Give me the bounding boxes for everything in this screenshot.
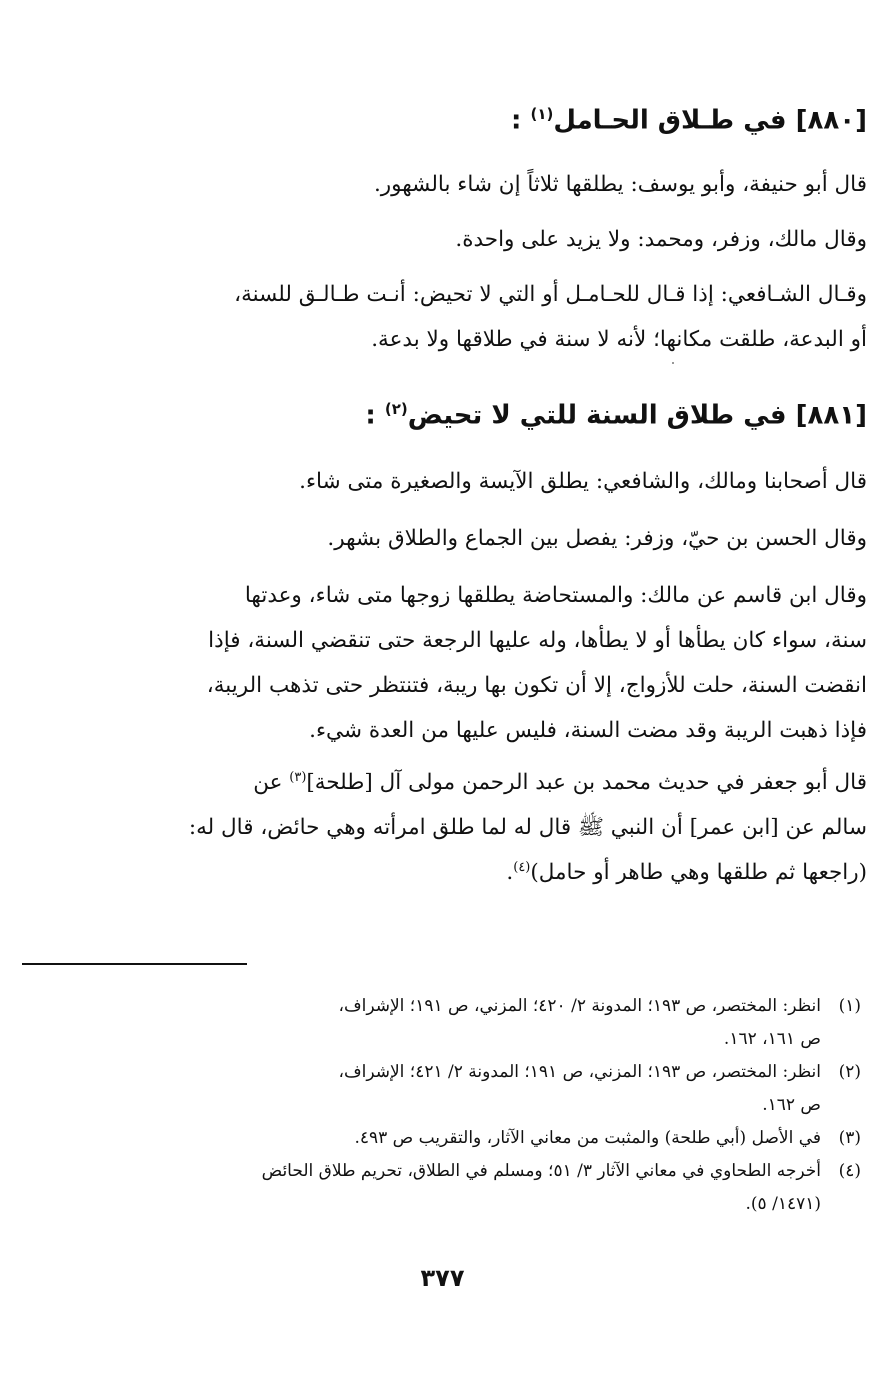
- section-number: [٨٨١]: [795, 400, 867, 431]
- footnote-ref: (٢): [384, 400, 408, 418]
- text-line: فإذا ذهبت الريبة وقد مضت السنة، فليس عليها من العدة شيء.: [309, 718, 867, 743]
- text-line: وقـال الشـافعي: إذا قـال للحـامـل أو التي لا تحيض: أنـت طـالـق للسنة،: [234, 282, 867, 307]
- footnote-text: أخرجه الطحاوي في معاني الآثار ٣/ ٥١؛ ومسلم في الطلاق، تحريم طلاق الحائض: [261, 1161, 821, 1181]
- text-line: وقال مالك، وزفر، ومحمد: ولا يزيد على واحدة.: [455, 227, 867, 252]
- section-heading-880: [107, 105, 867, 136]
- text-line: سالم عن [ابن عمر] أن النبي ﷺ قال له لما طلق امرأته وهي حائض، قال له:: [188, 815, 867, 840]
- text-line: انقضت السنة، حلت للأزواج، إلا أن تكون بها ريبة، فتنتظر حتى تذهب الريبة،: [206, 673, 867, 698]
- footnote-item: [18, 1155, 867, 1221]
- footnote-ref: (١): [530, 105, 554, 123]
- paragraph: [18, 272, 867, 362]
- stray-mark: [672, 362, 674, 364]
- footnote-item: [18, 1122, 867, 1155]
- footnote-text: ص ١٦٢.: [762, 1095, 821, 1115]
- footnote-text: (١٤٧١/ ٥).: [745, 1194, 821, 1214]
- footnote-divider: [22, 963, 247, 965]
- footnote-number: (٣): [838, 1128, 861, 1148]
- footnote-item: [18, 990, 867, 1056]
- footnote-text: انظر: المختصر، ص ١٩٣؛ المزني، ص ١٩١؛ المدونة ٢/ ٤٢١؛ الإشراف،: [338, 1062, 821, 1082]
- paragraph: [18, 760, 867, 895]
- text-line: أو البدعة، طلقت مكانها؛ لأنه لا سنة في طلاقها ولا بدعة.: [371, 327, 867, 352]
- section-heading-881: [107, 400, 867, 431]
- page-number: ٣٧٧: [420, 1264, 465, 1292]
- section-title: في طلاق السنة للتي لا تحيض: [407, 400, 787, 431]
- footnote-text: انظر: المختصر، ص ١٩٣؛ المدونة ٢/ ٤٢٠؛ المزني، ص ١٩١؛ الإشراف،: [338, 996, 821, 1016]
- text-line: قال أصحابنا ومالك، والشافعي: يطلق الآيسة والصغيرة متى شاء.: [299, 469, 867, 494]
- heading-colon: :: [511, 105, 522, 136]
- footnote-ref: (٣): [289, 769, 307, 785]
- text-line: قال أبو حنيفة، وأبو يوسف: يطلقها ثلاثاً إن شاء بالشهور.: [373, 172, 867, 197]
- text-line: (راجعها ثم طلقها وهي طاهر أو حامل)$^{(٤)}$.: [506, 859, 867, 885]
- footnote-text: ص ١٦١، ١٦٢.: [723, 1029, 821, 1049]
- footnotes: [18, 990, 867, 1221]
- paragraph: [120, 516, 867, 561]
- footnote-number: (١): [838, 996, 861, 1016]
- paragraph: [18, 573, 867, 753]
- footnote-number: (٢): [838, 1062, 861, 1082]
- text-line: قال أبو جعفر في حديث محمد بن عبد الرحمن مولى آل [طلحة]$^{(٣)}$ عن: [253, 769, 867, 795]
- paragraph: [120, 217, 867, 262]
- text-line: وقال ابن قاسم عن مالك: والمستحاضة يطلقها زوجها متى شاء، وعدتها: [244, 583, 867, 608]
- footnote-text: في الأصل (أبي طلحة) والمثبت من معاني الآثار، والتقريب ص ٤٩٣.: [354, 1128, 821, 1148]
- text-line: سنة، سواء كان يطأها أو لا يطأها، وله عليها الرجعة حتى تنقضي السنة، فإذا: [208, 628, 867, 653]
- text-line: وقال الحسن بن حيّ، وزفر: يفصل بين الجماع والطلاق بشهر.: [327, 526, 867, 551]
- footnote-ref: (٤): [513, 859, 531, 875]
- section-title: في طـلاق الحـامل: [553, 105, 787, 136]
- footnote-number: (٤): [838, 1161, 861, 1181]
- paragraph: [120, 162, 867, 207]
- paragraph: [120, 459, 867, 504]
- footnote-item: [18, 1056, 867, 1122]
- heading-colon: :: [365, 400, 376, 431]
- section-number: [٨٨٠]: [795, 105, 867, 136]
